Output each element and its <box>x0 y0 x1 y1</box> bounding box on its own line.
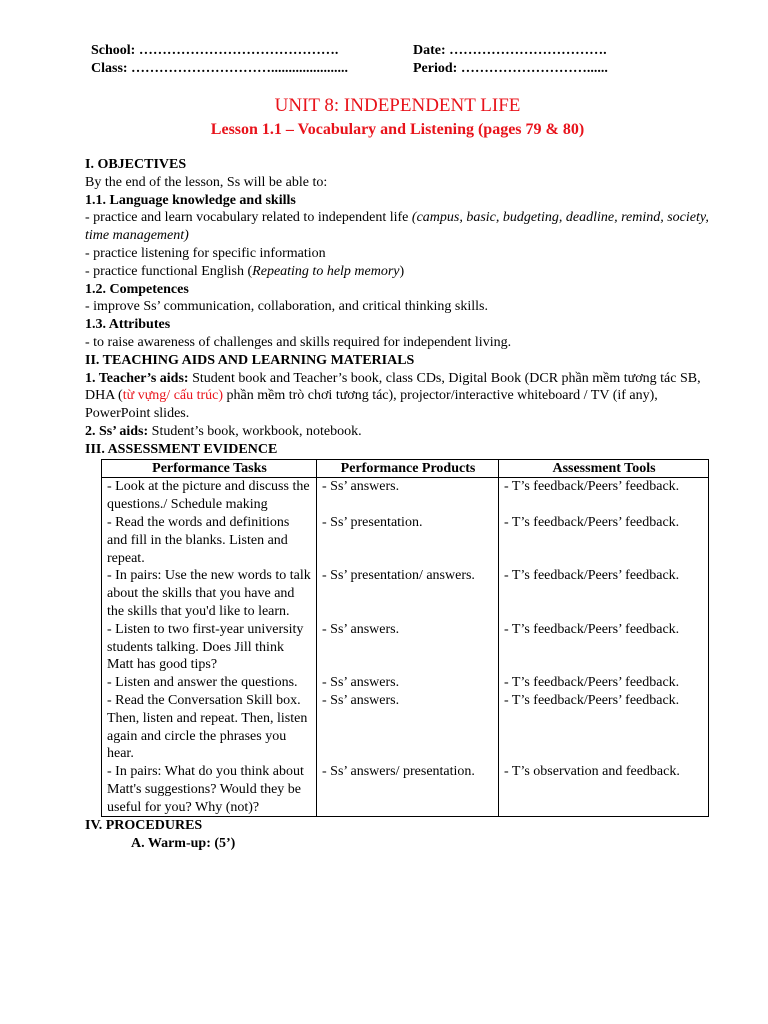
task-cell: - In pairs: What do you think about Matt's suggestions? Would they be useful for you? Why (not)? <box>102 763 317 817</box>
objective-vocabulary <box>85 209 710 245</box>
teacher-aids-text: Student book and Teacher’s book, class CDs, Digital Book (DCR phần mềm tương tác SB, DHA ( <box>85 370 701 404</box>
product-cell: - Ss’ answers/ presentation. <box>317 763 499 817</box>
column-header: Assessment Tools <box>499 459 709 478</box>
objective-vocabulary-text: - practice and learn vocabulary related to independent life <box>85 210 412 226</box>
unit-title: UNIT 8: INDEPENDENT LIFE <box>274 95 521 116</box>
task-cell: - Listen to two first-year university students talking. Does Jill think Matt has good tips? <box>102 621 317 674</box>
teacher-aids-label: 1. Teacher’s aids: <box>85 370 189 386</box>
tool-cell: - T’s feedback/Peers’ feedback. <box>499 514 709 567</box>
product-cell: - Ss’ presentation/ answers. <box>317 567 499 620</box>
product-cell: - Ss’ presentation. <box>317 514 499 567</box>
table-row <box>102 692 709 763</box>
teaching-aids-heading: II. TEACHING AIDS AND LEARNING MATERIALS <box>85 352 415 368</box>
product-cell: - Ss’ answers. <box>317 478 499 514</box>
student-aids-text: Student’s book, workbook, notebook. <box>148 423 362 439</box>
column-header: Performance Products <box>317 459 499 478</box>
objective-functional-english <box>85 263 710 281</box>
class-field: Class: …………………………...................... <box>91 61 349 76</box>
tool-cell: - T’s observation and feedback. <box>499 763 709 817</box>
product-cell: - Ss’ answers. <box>317 692 499 763</box>
period-field: Period: ………………………...... <box>413 61 608 76</box>
procedures-heading: IV. PROCEDURES <box>85 818 203 834</box>
table-row <box>102 763 709 817</box>
product-cell: - Ss’ answers. <box>317 674 499 692</box>
table-row <box>102 621 709 674</box>
lesson-header <box>91 42 691 78</box>
school-field: School: ……………………………………. <box>91 43 339 58</box>
task-cell: - Listen and answer the questions. <box>102 674 317 692</box>
task-cell: - Look at the picture and discuss the questions./ Schedule making <box>102 478 317 514</box>
objective-functional-end: ) <box>399 263 405 279</box>
date-field: Date: ……………………………. <box>413 43 607 58</box>
task-cell: - Read the words and definitions and fill in the blanks. Listen and repeat. <box>102 514 317 567</box>
teacher-aids <box>85 370 710 423</box>
attributes-item: - to raise awareness of challenges and skills required for independent living. <box>85 334 512 350</box>
task-cell: - Read the Conversation Skill box. Then, listen and repeat. Then, listen again and circle the phrases you hear. <box>102 692 317 763</box>
table-row <box>102 514 709 567</box>
attributes-heading: 1.3. Attributes <box>85 317 171 333</box>
lesson-subtitle: Lesson 1.1 – Vocabulary and Listening (pages 79 & 80) <box>210 121 585 138</box>
task-cell: - In pairs: Use the new words to talk about the skills that you have and the skills that you'd like to learn. <box>102 567 317 620</box>
objectives-intro: By the end of the lesson, Ss will be able to: <box>85 174 328 190</box>
warm-up-heading: A. Warm-up: (5’) <box>131 836 236 852</box>
tool-cell: - T’s feedback/Peers’ feedback. <box>499 674 709 692</box>
tool-cell: - T’s feedback/Peers’ feedback. <box>499 478 709 514</box>
tool-cell: - T’s feedback/Peers’ feedback. <box>499 692 709 763</box>
objective-functional-text: - practice functional English ( <box>85 263 253 279</box>
column-header: Performance Tasks <box>102 459 317 478</box>
objectives-heading: I. OBJECTIVES <box>85 157 187 172</box>
table-row <box>102 674 709 692</box>
functional-focus: Repeating to help memory <box>252 263 400 279</box>
table-row <box>102 567 709 620</box>
language-knowledge-heading: 1.1. Language knowledge and skills <box>85 192 296 208</box>
product-cell: - Ss’ answers. <box>317 621 499 674</box>
table-row <box>102 478 709 514</box>
table-header-row <box>102 459 709 478</box>
tool-cell: - T’s feedback/Peers’ feedback. <box>499 567 709 620</box>
document-body <box>85 156 710 853</box>
competences-heading: 1.2. Competences <box>85 281 189 297</box>
student-aids <box>85 423 710 441</box>
tool-cell: - T’s feedback/Peers’ feedback. <box>499 621 709 674</box>
objective-listening: - practice listening for specific information <box>85 245 326 261</box>
assessment-heading: III. ASSESSMENT EVIDENCE <box>85 441 278 457</box>
teacher-aids-text-2: phần mềm trò chơi tương tác), projector/interactive whiteboard / TV (if any), PowerPoint slides. <box>85 388 658 422</box>
vocabulary-list: (campus, basic, budgeting, deadline, remind, society, time management) <box>85 210 709 244</box>
teacher-aids-highlight: từ vựng/ cấu trúc) <box>122 388 224 404</box>
student-aids-label: 2. Ss’ aids: <box>85 423 149 439</box>
assessment-table <box>101 459 709 818</box>
competences-item: - improve Ss’ communication, collaboration, and critical thinking skills. <box>85 299 488 315</box>
